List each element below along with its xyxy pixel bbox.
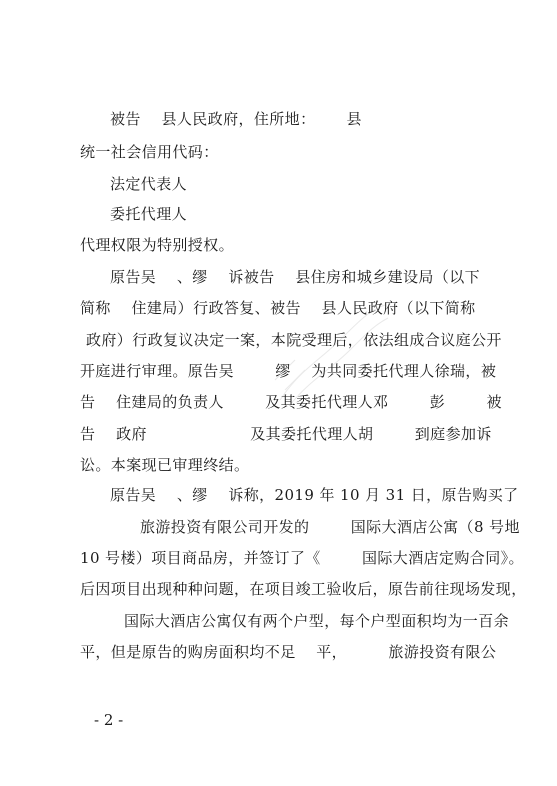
text-line-claim-3: 10 号楼）项目商品房，并签订了《 国际大酒店定购合同》。 xyxy=(80,549,524,567)
text-line-claim-6: 平，但是原告的购房面积均不足 平， 旅游投资有限公 xyxy=(80,643,497,661)
text-line-authority: 代理权限为特别授权。 xyxy=(80,236,235,254)
text-line-claim-2: 旅游投资有限公司开发的 国际大酒店公寓（8 号地 xyxy=(140,518,520,536)
watermark-stamp xyxy=(270,300,390,410)
text-line-legal-rep: 法定代表人 xyxy=(110,175,188,193)
text-line-claim-4: 后因项目出现种种问题，在项目竣工验收后，原告前往现场发现， xyxy=(80,580,527,598)
text-line-agent: 委托代理人 xyxy=(110,205,188,223)
text-line-case-1: 原告吴 、缪 诉被告 县住房和城乡建设局（以下 xyxy=(110,268,481,286)
text-line-case-6: 告 政府 及其委托代理人胡 到庭参加诉 xyxy=(80,425,492,443)
text-line-credit-code: 统一社会信用代码： xyxy=(80,143,219,161)
text-line-case-2: 简称 住建局）行政答复、被告 县人民政府（以下简称 xyxy=(80,299,476,317)
text-line-case-5: 告 住建局的负责人 及其委托代理人邓 彭 被 xyxy=(80,393,502,411)
text-line-case-4: 开庭进行审理。原告吴 缪 为共同委托代理人徐瑞，被 xyxy=(80,362,497,380)
text-line-claim-5: 国际大酒店公寓仅有两个户型，每个户型面积均为一百余 xyxy=(124,612,510,630)
text-line-case-7: 讼。本案现已审理终结。 xyxy=(80,456,250,474)
text-line-defendant: 被告 县人民政府，住所地： 县 xyxy=(110,110,362,128)
text-line-claim-1: 原告吴 、缪 诉称，2019 年 10 月 31 日，原告购买了 xyxy=(110,486,519,504)
page-number: - 2 - xyxy=(94,711,124,729)
text-line-case-3: 政府）行政复议决定一案，本院受理后，依法组成合议庭公开 xyxy=(86,331,502,349)
